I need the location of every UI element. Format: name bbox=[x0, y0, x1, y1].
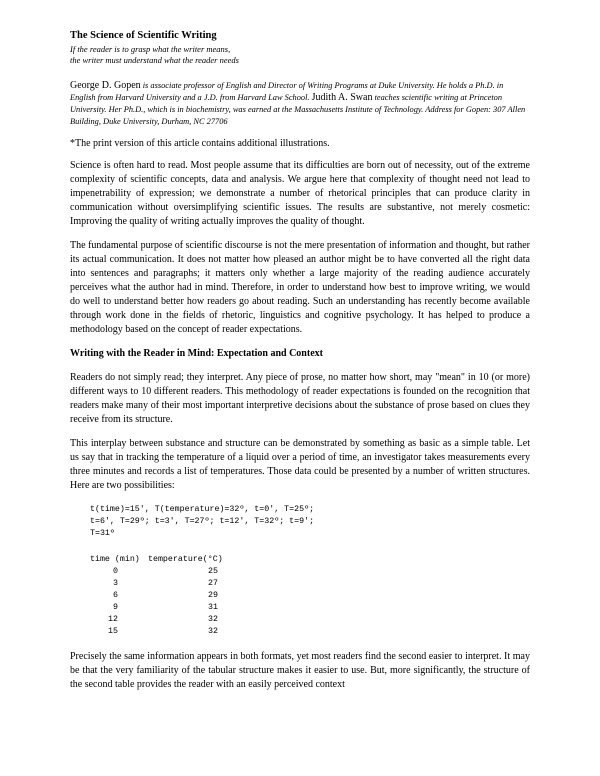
inline-data-example bbox=[90, 504, 530, 540]
table-header-row bbox=[90, 554, 223, 566]
table-row bbox=[90, 614, 223, 626]
inline-data-line: T=31º bbox=[90, 529, 115, 538]
article-page bbox=[70, 30, 530, 692]
section-heading: Writing with the Reader in Mind: Expectation and Context bbox=[70, 348, 323, 359]
table-header-temperature: temperature(°C) bbox=[148, 555, 223, 564]
table-cell-temperature: 25 bbox=[208, 567, 218, 576]
table-cell-time: 12 bbox=[108, 615, 118, 624]
table-cell-temperature: 29 bbox=[208, 591, 218, 600]
article-title: The Science of Scientific Writing bbox=[70, 30, 217, 41]
author-bio-swan: teaches scientific writing at Princeton University. Her Ph.D., which is in biochemistry, was earned at the Massachusetts Institute of Technology. Address for Gopen: 307 Allen Building, Duke University, Durham, NC 27706 bbox=[70, 93, 526, 126]
table-row bbox=[90, 626, 223, 638]
table-cell-time: 0 bbox=[113, 567, 118, 576]
table-header-time: time (min) bbox=[90, 555, 140, 564]
author-name-gopen: George D. Gopen bbox=[70, 80, 141, 91]
table-row bbox=[90, 566, 223, 578]
inline-data-line: t=6', T=29º; t=3', T=27º; t=12', T=32º; t=9'; bbox=[90, 517, 315, 526]
print-version-note: *The print version of this article contains additional illustrations. bbox=[70, 138, 330, 149]
author-bio-gopen: is associate professor of English and Director of Writing Programs at Duke University. He holds a Ph.D. in English from Harvard University and a J.D. from Harvard Law School. bbox=[70, 81, 504, 102]
table-cell-time: 15 bbox=[108, 627, 118, 636]
paragraph: Science is often hard to read. Most people assume that its difficulties are born out of necessity, out of the extreme complexity of scientific concepts, data and analysis. We argue here that complexity of thought need not lead to impenetrability of expression; we demonstrate a number of rhetorical principles that can produce clarity in communication without oversimplifying scientific issues. The results are substantive, not merely cosmetic: Improving the quality of writing actually improves the quality of thought. bbox=[70, 160, 530, 227]
paragraph: The fundamental purpose of scientific discourse is not the mere presentation of information and thought, but rather its actual communication. It does not matter how pleased an author might be to have converted all the right data into sentences and paragraphs; it matters only whether a large majority of the reading audience accurately perceives what the author had in mind. Therefore, in order to understand how best to improve writing, we would do well to understand better how readers go about reading. Such an understanding has recently become available through work done in the fields of rhetoric, linguistics and cognitive psychology. It has helped to produce a methodology based on the concept of reader expectations. bbox=[70, 240, 530, 335]
paragraph: This interplay between substance and structure can be demonstrated by something as basic as a simple table. Let us say that in tracking the temperature of a liquid over a period of time, an investigator takes measurements every three minutes and records a list of temperatures. Those data could be presented by a number of written structures. Here are two possibilities: bbox=[70, 438, 530, 491]
table-cell-temperature: 32 bbox=[208, 615, 218, 624]
article-subtitle-line-1: If the reader is to grasp what the writer means, bbox=[70, 44, 231, 54]
table-row bbox=[90, 602, 223, 614]
table-row bbox=[90, 590, 223, 602]
table-row bbox=[90, 578, 223, 590]
author-name-swan: Judith A. Swan bbox=[311, 92, 373, 103]
table-cell-temperature: 32 bbox=[208, 627, 218, 636]
table-cell-temperature: 27 bbox=[208, 579, 218, 588]
inline-data-line: t(time)=15', T(temperature)=32º, t=0', T=25º; bbox=[90, 505, 315, 514]
paragraph: Readers do not simply read; they interpret. Any piece of prose, no matter how short, may "mean" in 10 (or more) different ways to 10 different readers. This methodology of reader expectations is founded on the recognition that readers make many of their most important interpretive decisions about the substance of prose based on clues they receive from its structure. bbox=[70, 372, 530, 425]
temperature-table bbox=[90, 554, 223, 638]
table-cell-time: 9 bbox=[113, 603, 118, 612]
table-cell-time: 3 bbox=[113, 579, 118, 588]
paragraph: Precisely the same information appears in both formats, yet most readers find the second easier to interpret. It may be that the very familiarity of the tabular structure makes it easier to use. But, more significantly, the structure of the second table provides the reader with an easily perceived context bbox=[70, 651, 530, 690]
author-info bbox=[70, 80, 530, 128]
article-subtitle-line-2: the writer must understand what the reader needs bbox=[70, 55, 239, 65]
table-cell-time: 6 bbox=[113, 591, 118, 600]
table-cell-temperature: 31 bbox=[208, 603, 218, 612]
